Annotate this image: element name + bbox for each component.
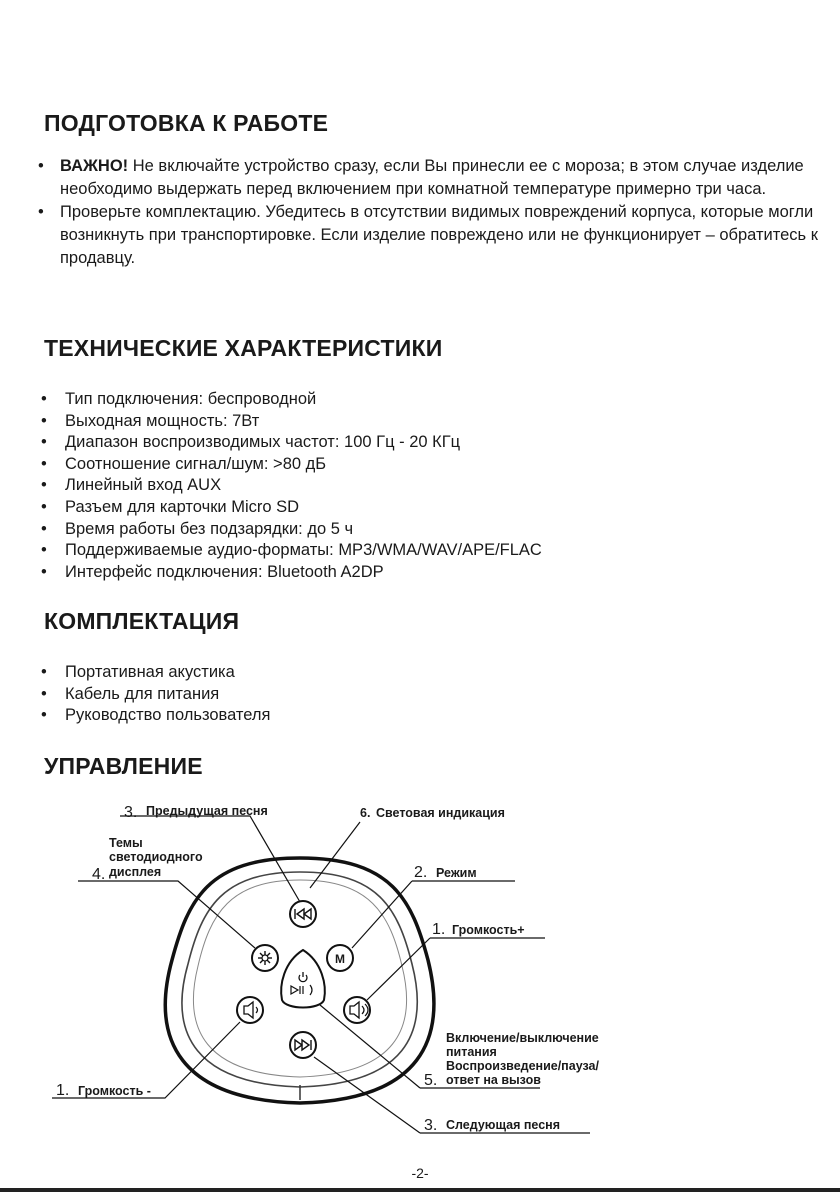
kit-list	[28, 662, 271, 727]
section-title-kit: КОМПЛЕКТАЦИЯ	[44, 608, 240, 634]
spec-item-text: Тип подключения: беспроводной	[65, 390, 317, 408]
important-note	[28, 155, 818, 201]
light-label: Световая индикация	[376, 806, 505, 820]
prev-button[interactable]	[290, 901, 316, 927]
mode-label: Режим	[436, 866, 477, 880]
power-label-line1: Включение/выключение	[446, 1031, 599, 1045]
bullet: •	[38, 157, 44, 175]
spec-item	[28, 497, 542, 519]
themes-label-line1: Темы	[109, 836, 143, 850]
check-text: Проверьте комплектацию. Убедитесь в отсутствии видимых повреждений корпуса, которые могли возникнуть при транспортировке. Если изделие повреждено или не функционирует – обратитесь к продавцу.	[60, 203, 818, 267]
themes-label-line2: светодиодного	[109, 850, 203, 864]
light-label-number: 6.	[360, 806, 371, 820]
spec-item-text: Соотношение сигнал/шум: >80 дБ	[65, 454, 327, 473]
spec-item	[28, 519, 542, 541]
bullet: •	[41, 562, 47, 581]
kit-item	[28, 684, 271, 706]
spec-item-text: Поддерживаемые аудио-форматы: MP3/WMA/WAV/APE/FLAC	[65, 541, 542, 560]
bullet: •	[41, 663, 47, 681]
section-title-specs: ТЕХНИЧЕСКИЕ ХАРАКТЕРИСТИКИ	[44, 335, 443, 361]
themes-label-number: 4.	[92, 866, 106, 883]
section-title-control: УПРАВЛЕНИЕ	[44, 753, 203, 779]
mode-label-number: 2.	[414, 864, 428, 881]
specs-list	[28, 389, 542, 583]
spec-item-text: Диапазон воспроизводимых частот: 100 Гц - 20 КГц	[65, 433, 461, 452]
kit-item	[28, 705, 271, 727]
voldown-label: Громкость -	[78, 1084, 151, 1098]
prev-label: Предыдущая песня	[146, 804, 268, 818]
next-label-number: 3.	[424, 1117, 438, 1134]
prev-label-number: 3.	[124, 804, 138, 821]
spec-item-text: Интерфейс подключения: Bluetooth A2DP	[65, 562, 384, 581]
bottom-rule	[0, 1188, 840, 1192]
important-label: ВАЖНО!	[60, 157, 129, 175]
spec-item-text: Выходная мощность: 7Вт	[65, 411, 260, 430]
volume-down-button[interactable]	[237, 997, 263, 1023]
power-label-line3: Воспроизведение/пауза/	[446, 1059, 599, 1073]
important-text: Не включайте устройство сразу, если Вы принесли ее с мороза; в этом случае изделие необходимо выдержать перед включением при комнатной температуре примерно три часа.	[60, 157, 804, 198]
power-label-line4: ответ на вызов	[446, 1073, 541, 1087]
kit-item-text: Кабель для питания	[65, 684, 220, 703]
kit-item	[28, 662, 271, 684]
voldown-label-number: 1.	[56, 1082, 70, 1099]
spec-item	[28, 432, 542, 454]
spec-item	[28, 389, 542, 411]
bullet: •	[41, 684, 47, 703]
spec-item	[28, 411, 542, 433]
bullet: •	[41, 411, 47, 430]
themes-label-line3: дисплея	[109, 865, 162, 879]
power-label-number: 5.	[424, 1072, 438, 1089]
spec-item	[28, 540, 542, 562]
bullet: •	[41, 541, 47, 560]
preparation-notes	[28, 155, 818, 270]
volume-up-button[interactable]	[344, 997, 370, 1023]
spec-item-text: Линейный вход AUX	[65, 476, 222, 495]
spec-item-text: Разъем для карточки Micro SD	[65, 497, 300, 516]
bullet: •	[38, 203, 44, 221]
mode-button[interactable]	[327, 945, 353, 971]
next-label: Следующая песня	[446, 1118, 561, 1132]
bullet: •	[41, 706, 47, 725]
led-theme-button[interactable]	[252, 945, 278, 971]
bullet: •	[41, 497, 47, 516]
bullet: •	[41, 519, 47, 538]
page-number: -2-	[411, 1165, 429, 1181]
spec-item	[28, 475, 542, 497]
bullet: •	[41, 433, 47, 452]
svg-text:M: M	[335, 952, 345, 966]
next-button[interactable]	[290, 1032, 316, 1058]
bullet: •	[41, 454, 47, 473]
speaker-controls-diagram	[0, 790, 840, 1150]
bullet: •	[41, 390, 47, 408]
kit-item-text: Руководство пользователя	[65, 706, 271, 725]
spec-item-text: Время работы без подзарядки: до 5 ч	[65, 519, 354, 538]
kit-item-text: Портативная акустика	[65, 663, 235, 681]
section-title-preparation: ПОДГОТОВКА К РАБОТЕ	[44, 110, 329, 136]
check-note	[28, 201, 818, 270]
spec-item	[28, 454, 542, 476]
volup-label: Громкость+	[452, 923, 525, 937]
bullet: •	[41, 476, 47, 495]
spec-item	[28, 562, 542, 584]
volup-label-number: 1.	[432, 921, 446, 938]
power-label-line2: питания	[446, 1045, 497, 1059]
